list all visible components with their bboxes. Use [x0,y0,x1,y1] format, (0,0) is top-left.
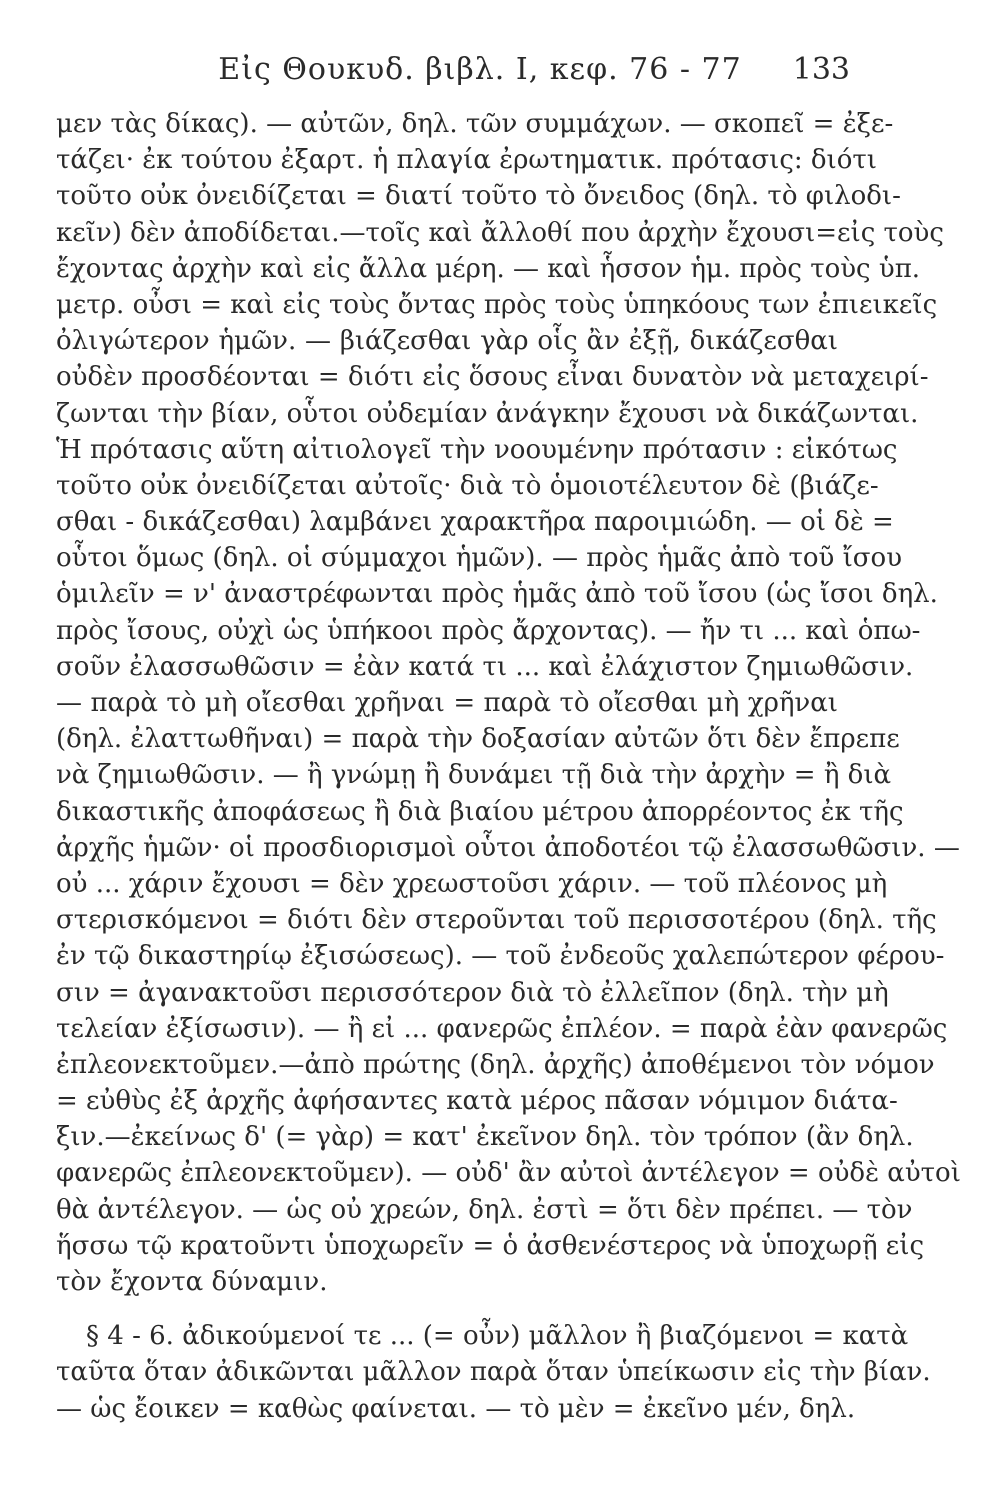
text-line: κεῖν) δὲν ἀποδίδεται.—τοῖς καὶ ἄλλοθί που ἀρχὴν ἔχουσι=εἰς τοὺς [56,217,944,248]
text-line: — παρὰ τὸ μὴ οἴεσθαι χρῆναι = παρὰ τὸ οἴεσθαι μὴ χρῆναι [56,688,838,718]
text-line: ὀλιγώτερον ἡμῶν. — βιάζεσθαι γὰρ οἷς ἂν ἐξῇ, δικάζεσθαι [56,326,838,357]
text-line: σθαι - δικάζεσθαι) λαμβάνει χαρακτῆρα παροιμιώδη. — οἱ δὲ = [56,507,894,538]
text-line: μεν τὰς δίκας). — αὐτῶν, δηλ. τῶν συμμάχων. — σκοπεῖ = ἐξε- [56,109,894,139]
text-line: ἐν τῷ δικαστηρίῳ ἐξισώσεως). — τοῦ ἐνδεοῦς χαλεπώτερον φέρου- [56,941,945,972]
text-line: = εὐθὺς ἐξ ἀρχῆς ἀφήσαντες κατὰ μέρος πᾶσαν νόμιμον διάτα- [56,1086,898,1117]
text-line: τοῦτο οὐκ ὀνειδίζεται = διατί τοῦτο τὸ ὄνειδος (δηλ. τὸ φιλοδι- [56,181,901,212]
text-line: νὰ ζημιωθῶσιν. — ἢ γνώμῃ ἢ δυνάμει τῇ διὰ τὴν ἀρχὴν = ἢ διὰ [56,760,892,791]
text-line: στερισκόμενοι = διότι δὲν στεροῦνται τοῦ περισσοτέρου (δηλ. τῆς [56,905,937,936]
text-line: (δηλ. ἐλαττωθῆναι) = παρὰ τὴν δοξασίαν αὐτῶν ὅτι δὲν ἔπρεπε [56,724,900,755]
text-line: τὸν ἔχοντα δύναμιν. [56,1267,328,1297]
text-line: σιν = ἀγανακτοῦσι περισσότερον διὰ τὸ ἐλλεῖπον (δηλ. τὴν μὴ [56,977,889,1008]
text-line: — ὡς ἔοικεν = καθὼς φαίνεται. — τὸ μὲν = ἐκεῖνο μέν, δηλ. [56,1393,856,1424]
text-line: ἔχοντας ἀρχὴν καὶ εἰς ἄλλα μέρη. — καὶ ἧσσον ἡμ. πρὸς τοὺς ὑπ. [56,253,921,284]
running-title: Εἰς Θουκυδ. βιβλ. I, κεφ. 76 - 77 [218,52,742,87]
text-line: ἀρχῆς ἡμῶν· οἱ προσδιορισμοὶ οὗτοι ἀποδοτέοι τῷ ἐλασσωθῶσιν. — [56,832,960,863]
text-line: τάζει· ἐκ τούτου ἐξαρτ. ἡ πλαγία ἐρωτηματικ. πρότασις: διότι [56,145,877,176]
text-line: φανερῶς ἐπλεονεκτοῦμεν). — οὐδ' ἂν αὐτοὶ ἀντέλεγον = οὐδὲ αὐτοὶ [56,1158,961,1189]
text-line: Ἡ πρότασις αὕτη αἰτιολογεῖ τὴν νοουμένην πρότασιν : εἰκότως [56,434,898,465]
commentary-paragraph-1 [56,106,961,1300]
text-line: ταῦτα ὅταν ἀδικῶνται μᾶλλον παρὰ ὅταν ὑπείκωσιν εἰς τὴν βίαν. [56,1357,931,1388]
text-line: σοῦν ἐλασσωθῶσιν = ἐὰν κατά τι ... καὶ ἐλάχιστον ζημιωθῶσιν. [56,651,914,682]
text-line: μετρ. οὖσι = καὶ εἰς τοὺς ὄντας πρὸς τοὺς ὑπηκόους των ἐπιεικεῖς [56,289,938,320]
text-line: ζωνται τὴν βίαν, οὗτοι οὐδεμίαν ἀνάγκην ἔχουσι νὰ δικάζωνται. [56,398,919,429]
commentary-paragraph-2 [56,1318,931,1427]
text-line: ἐπλεονεκτοῦμεν.—ἀπὸ πρώτης (δηλ. ἀρχῆς) ἀποθέμενοι τὸν νόμον [56,1049,935,1080]
running-header [110,52,850,94]
text-line: ξιν.—ἐκείνως δ' (= γὰρ) = κατ' ἐκεῖνον δηλ. τὸν τρόπον (ἂν δηλ. [56,1122,914,1153]
text-line: ἥσσω τῷ κρατοῦντι ὑποχωρεῖν = ὁ ἀσθενέστερος νὰ ὑποχωρῇ εἰς [56,1230,925,1261]
text-line: πρὸς ἴσους, οὐχὶ ὡς ὑπήκοοι πρὸς ἄρχοντας). — ἤν τι ... καὶ ὁπω- [56,615,921,646]
text-line: τοῦτο οὐκ ὀνειδίζεται αὐτοῖς· διὰ τὸ ὁμοιοτέλευτον δὲ (βιάζε- [56,470,879,501]
text-line: οὗτοι ὅμως (δηλ. οἱ σύμμαχοι ἡμῶν). — πρὸς ἡμᾶς ἀπὸ τοῦ ἴσου [56,543,903,574]
text-line: θὰ ἀντέλεγον. — ὡς οὐ χρεών, δηλ. ἐστὶ = ὅτι δὲν πρέπει. — τὸν [56,1194,913,1225]
commentary-text [56,106,961,1427]
text-line: § 4 - 6. ἀδικούμενοί τε ... (= οὖν) μᾶλλον ἢ βιαζόμενοι = κατὰ [86,1321,909,1352]
text-line: τελείαν ἐξίσωσιν). — ἢ εἰ ... φανερῶς ἐπλέον. = παρὰ ἐὰν φανερῶς [56,1013,948,1044]
text-line: οὐδὲν προσδέονται = διότι εἰς ὅσους εἶναι δυνατὸν νὰ μεταχειρί- [56,362,929,393]
text-line: δικαστικῆς ἀποφάσεως ἢ διὰ βιαίου μέτρου ἀπορρέοντος ἐκ τῆς [56,796,904,827]
text-line: ὁμιλεῖν = ν' ἀναστρέφωνται πρὸς ἡμᾶς ἀπὸ τοῦ ἴσου (ὡς ἴσοι δηλ. [56,579,938,610]
paragraph-gap [56,1300,838,1318]
text-line: οὐ ... χάριν ἔχουσι = δὲν χρεωστοῦσι χάριν. — τοῦ πλέονος μὴ [56,868,888,899]
page-number: 133 [792,52,850,87]
